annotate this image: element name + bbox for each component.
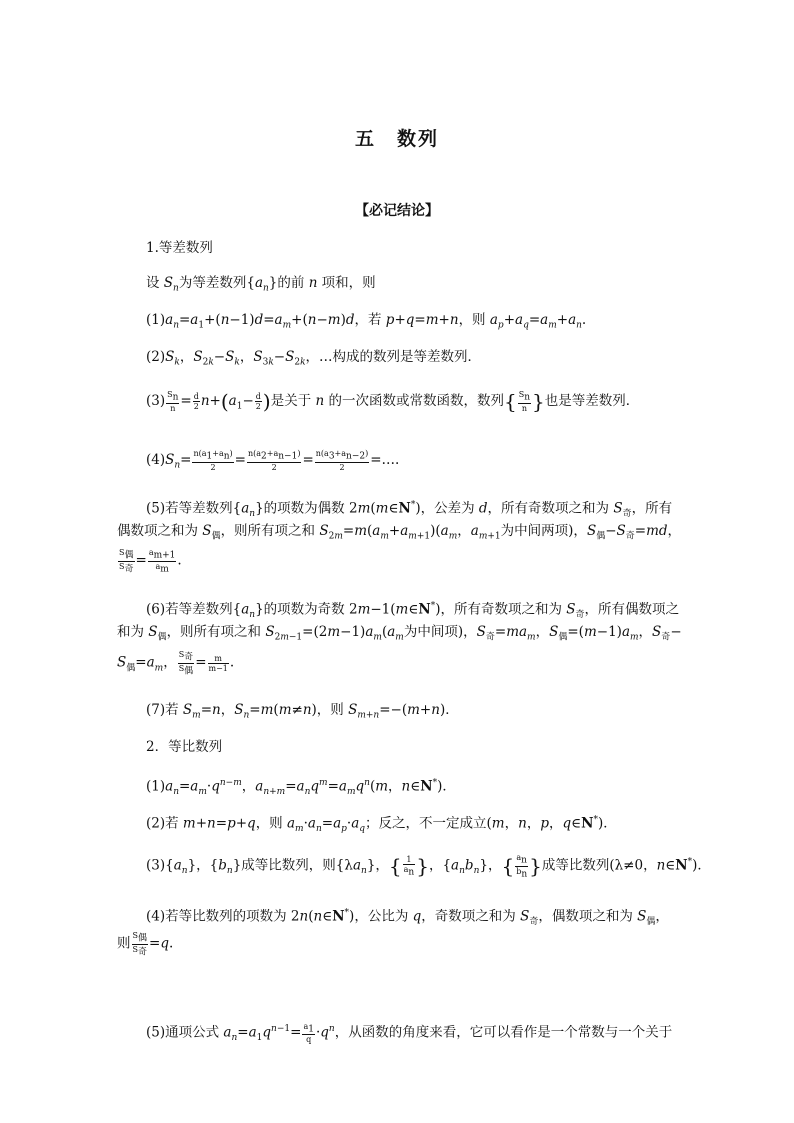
item-b5: (5)通项公式 $a_n=a_1q^{n-1}=$ $\frac{a_1}{q}$ $\cdot q^n$，从函数的角度来看，它可以看作是一个常数与一个关于: [146, 1021, 673, 1045]
item-a5: (5)若等差数列$\{a_n\}$的项数为偶数 2m(m∈N*)，公差为 d，所有奇数项之和为 $S_奇$，所有: [146, 500, 673, 520]
item-a1: $(1)a_n=a_1+(n-1)d=a_m+(n-m)d$，若 p+q=m+n，则 $a_p+a_q=a_m+a_n$.: [146, 312, 587, 331]
page-title: 五 数列: [354, 128, 439, 150]
subsection-arithmetic: 1.等差数列: [146, 240, 213, 256]
item-a5-ratio: $S_偶$ $S_奇$ = $\frac{a_{m+1}}{a_m}$ .: [119, 548, 182, 575]
item-b4: (4)若等比数列的项数为 2n(n∈N*)，公比为 q，奇数项之和为 $S_奇$，偶数项之和为 $S_偶$，: [146, 908, 669, 928]
subsection-geometric: 2．等比数列: [146, 739, 223, 755]
item-b3: $(3)\{a_n\}$，$\{b_n\}$成等比数列，则$\{\lambda a_n\}$，{ $\frac{1}{a_n}$ }，$\{a_nb_n\}$，{ $\frac{a_n}{b_n}$ }成等比数列(λ≠0，n∈N*)．: [146, 852, 711, 880]
item-a4: $(4)S_n=$ $\frac{n(a_1+a_n)}{2}$ = $\frac{n(a_2+a_{n-1})}{2}$ = $\frac{n(a_3+a_{n-2})}{2}$ =….: [146, 449, 400, 472]
item-a5-cont: 偶数项之和为 $S_偶$，则所有项之和 $S_{2m}=m(a_m+a_{m+1})(a_m$，$a_{m+1}$为中间两项)，$S_偶-S_奇=md$，: [117, 523, 682, 542]
intro-line: 设 $S_n$为等差数列$\{a_n\}$的前 n 项和，则: [146, 275, 376, 294]
item-b4-cont: 则 $S_偶$ $S_奇$ =q.: [117, 931, 174, 958]
item-a6-ratio: $S_偶=a_m$， $S_奇$ $S_偶$ = $\frac{m}{m-1}$ .: [117, 650, 235, 677]
item-a7: (7)若 $S_m=n$，$S_n=m(m\ne n)$，则 $S_{m+n}=-(m+n)$．: [146, 702, 459, 721]
item-b1: $(1)a_n=a_m\cdot q^{n-m}$，$a_{n+m}=a_nq^m=a_mq^n(m$，n∈N*)．: [146, 778, 456, 798]
item-a6: (6)若等差数列$\{a_n\}$的项数为奇数 2m−1(m∈N*)，所有奇数项之和为 $S_奇$，所有偶数项之: [146, 601, 680, 621]
item-a2: $(2)S_k$，$S_{2k}-S_k$，$S_{3k}-S_{2k}$，…构成的数列是等差数列．: [146, 349, 482, 368]
section-heading: 【必记结论】: [355, 203, 439, 219]
item-a6-cont: 和为 $S_偶$，则所有项之和 $S_{2m-1}=(2m-1)a_m(a_m$为中间项)，$S_奇=ma_m$，$S_偶=(m-1)a_m$，$S_奇-$: [117, 624, 682, 643]
item-b2: (2)若 m+n=p+q，则 $a_m\cdot a_n=a_p\cdot a_q$；反之，不一定成立(m，n，p，q∈N*)．: [146, 815, 617, 835]
item-a3: (3) $\frac{S_n}{n}$ = $\frac{d}{2}$ $n+(a_1-$ $\frac{d}{2}$ )是关于 n 的一次函数或常数函数，数列{ $\frac{S_n}{n}$ }也是等差数列．: [146, 389, 640, 414]
